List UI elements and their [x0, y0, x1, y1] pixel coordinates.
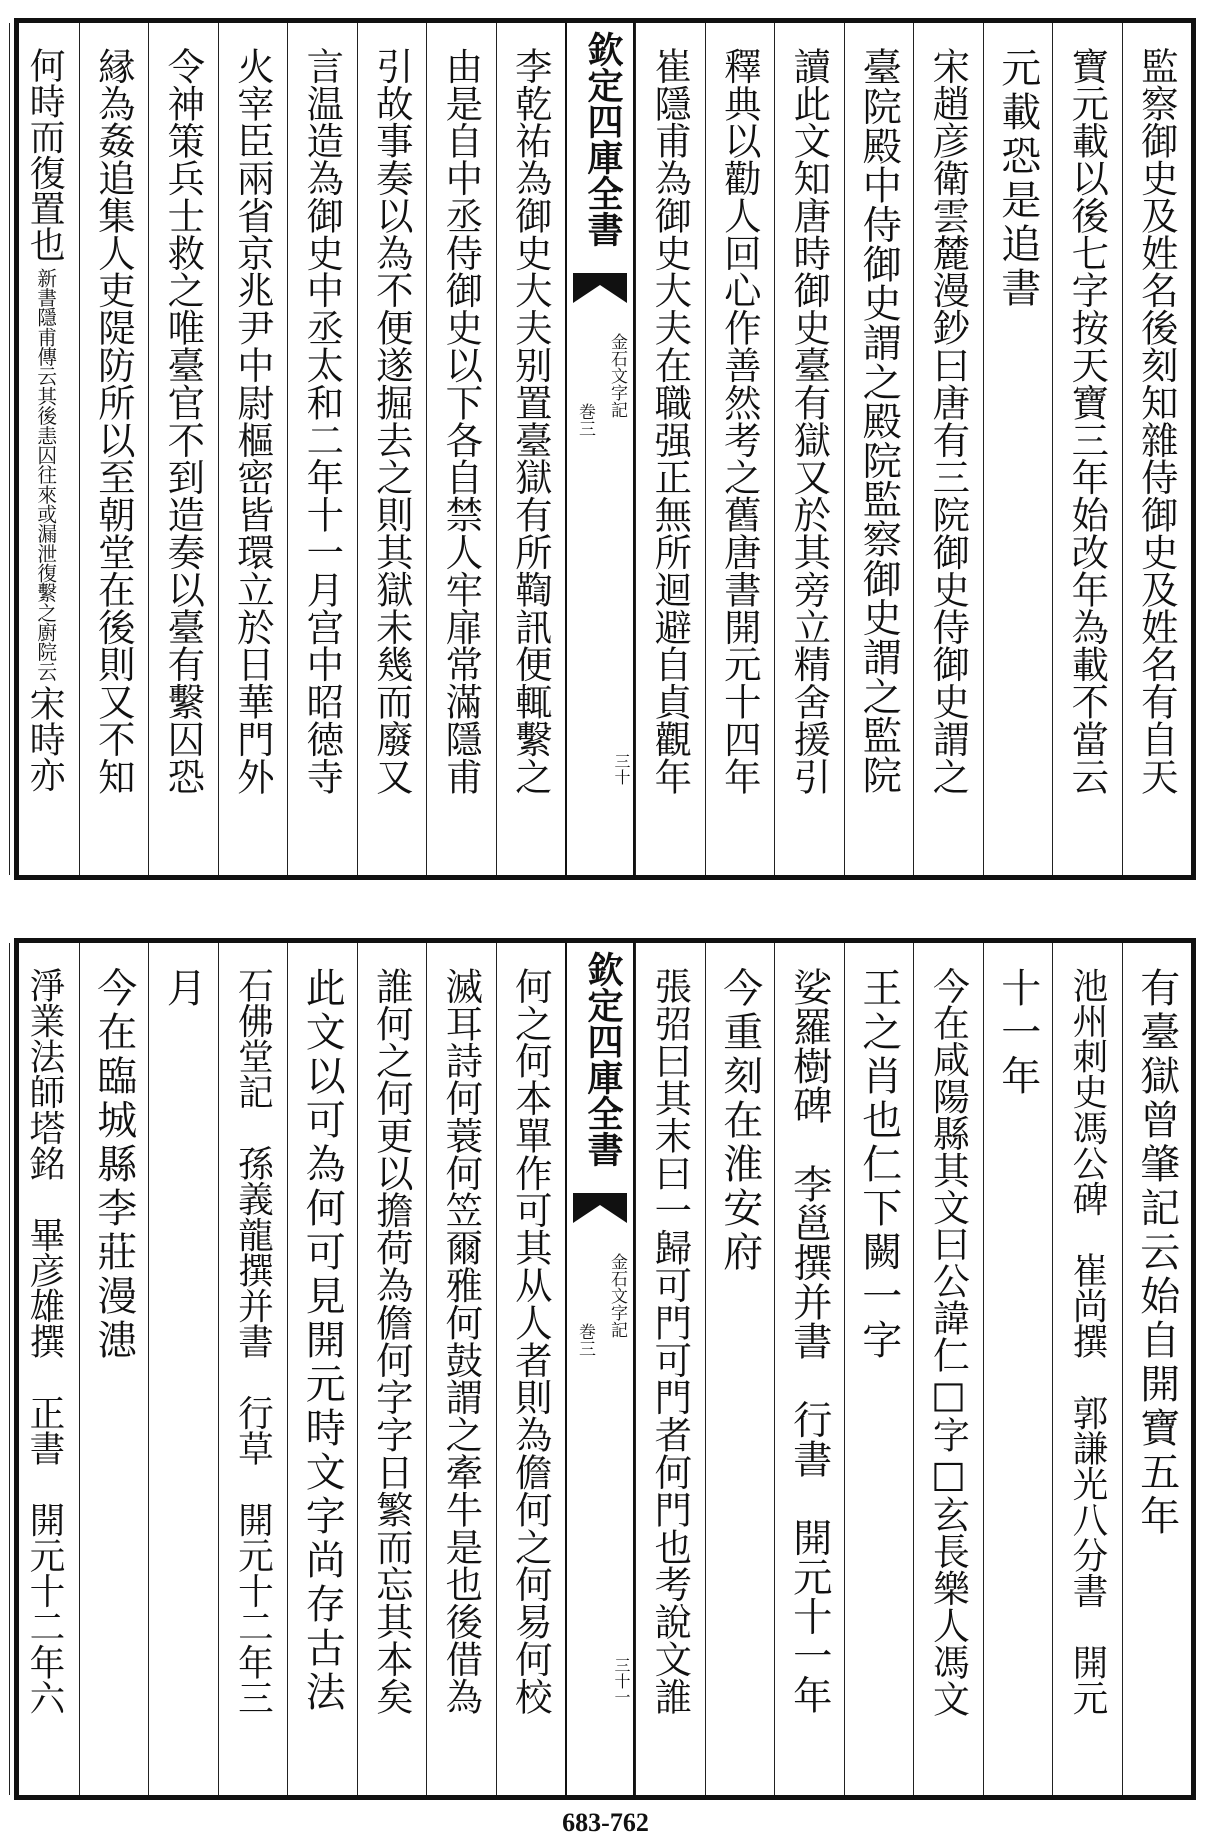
bottom-column-text: 今重刻在淮安府	[716, 967, 763, 1275]
top-column-text: 言温造為御史中丞太和二年十一月宫中昭徳寺	[300, 47, 345, 795]
bottom-text-column	[79, 943, 149, 1795]
top-text-column	[9, 23, 79, 875]
bottom-text-column	[1052, 943, 1122, 1795]
bottom-text-column	[635, 943, 705, 1795]
top-column-text: 監察御史及姓名後刻知雜侍御史及姓名有自天	[1134, 47, 1179, 795]
fold-volume: 巻三	[575, 403, 595, 437]
top-column-text: 何時而復置也	[24, 47, 66, 262]
top-column-text: 由是自中丞侍御史以下各自禁人牢扉常滿隱甫	[439, 47, 484, 795]
top-column-text: 寶元載以後七字按天寶三年始改年為載不當云	[1065, 47, 1110, 795]
bottom-column-text: 有臺獄曾肇記云始自開寶五年	[1133, 967, 1180, 1539]
center-fold-strip	[565, 23, 635, 875]
fold-title: 欽定四庫全書	[582, 31, 624, 247]
bottom-text-column	[1122, 943, 1192, 1795]
center-fold-strip	[565, 943, 635, 1795]
bottom-text-column	[9, 943, 79, 1795]
top-column-text: 崔隱甫為御史大夫在職强正無所迴避自貞觀年	[648, 47, 693, 795]
top-text-column	[844, 23, 914, 875]
top-text-column	[774, 23, 844, 875]
bottom-column-text: 石佛堂記 孫義龍撰并書 行草 開元十二年三	[232, 967, 274, 1716]
bottom-column-text: 娑羅樹碑 李邕撰并書 行書 開元十一年	[786, 967, 833, 1715]
bottom-column-text: 今在臨城縣李莊漫漶	[90, 967, 137, 1363]
fold-book-title: 金石文字記	[607, 333, 627, 418]
top-column-text: 釋典以勸人回心作善然考之舊唐書開元十四年	[717, 47, 762, 795]
bottom-text-column	[218, 943, 288, 1795]
bottom-column-text: 月	[160, 967, 207, 1011]
bottom-text-column	[774, 943, 844, 1795]
fold-title: 欽定四庫全書	[582, 951, 624, 1167]
fishtail-mark-icon	[573, 273, 627, 305]
bottom-column-text: 誰何之何更以擔荷為儋何字字日繁而忘其本矣	[369, 967, 414, 1715]
top-annotation-note: 新書隱甫傳云其後恚囚往來或漏泄復繫之廚院云	[33, 267, 57, 681]
bottom-text-column	[148, 943, 218, 1795]
bottom-column-text: 此文以可為何可見開元時文字尚存古法	[299, 967, 346, 1715]
bottom-column-text: 淨業法師塔銘 畢彦雄撰 正書 開元十二年六	[23, 967, 65, 1716]
bottom-column-text: 王之肖也仁下闕一字	[855, 967, 902, 1363]
bottom-text-column	[705, 943, 775, 1795]
bottom-column-text: 何之何本單作可其从人者則為儋何之何易何校	[508, 967, 553, 1715]
top-column-text: 李乾祐為御史大夫别置臺獄有所鞫訊便輒繫之	[508, 47, 553, 795]
top-column-text: 宋趙彦衛雲麓漫鈔曰唐有三院御史侍御史謂之	[926, 47, 971, 795]
bottom-text-column	[496, 943, 566, 1795]
top-text-column	[287, 23, 357, 875]
fishtail-mark-icon	[573, 1193, 627, 1225]
top-text-column	[635, 23, 705, 875]
top-column-text: 縁為姦追集人吏隄防所以至朝堂在後則又不知	[91, 47, 136, 795]
top-column-text: 讀此文知唐時御史臺有獄又於其旁立精舍援引	[787, 47, 832, 795]
fold-book-title: 金石文字記	[607, 1253, 627, 1338]
top-panel	[14, 18, 1196, 880]
top-column-text: 令神策兵士救之唯臺官不到造奏以臺有繫囚恐	[161, 47, 206, 795]
top-text-column	[148, 23, 218, 875]
top-text-column	[1052, 23, 1122, 875]
bottom-text-column	[844, 943, 914, 1795]
top-text-column	[496, 23, 566, 875]
bottom-column-text: 今在咸陽縣其文曰公諱仁□字□玄長樂人馮文	[926, 967, 970, 1718]
bottom-panel	[14, 938, 1196, 1800]
bottom-text-column	[983, 943, 1053, 1795]
bottom-text-column	[426, 943, 496, 1795]
page-number-footer: 683-762	[562, 1808, 649, 1837]
top-text-column	[218, 23, 288, 875]
top-column-text: 火宰臣兩省京兆尹中尉樞密皆環立於日華門外	[230, 47, 275, 795]
bottom-text-column	[913, 943, 983, 1795]
bottom-text-column	[357, 943, 427, 1795]
top-text-column	[913, 23, 983, 875]
top-text-column	[357, 23, 427, 875]
fold-volume: 巻三	[575, 1323, 595, 1357]
fold-page-number: 三十	[612, 753, 631, 785]
bottom-text-column	[287, 943, 357, 1795]
bottom-column-text: 十一年	[994, 967, 1041, 1099]
bottom-column-text: 池州刺史馮公碑 崔尚撰 郭謙光八分書 開元	[1066, 967, 1108, 1716]
top-text-column	[705, 23, 775, 875]
top-text-column	[983, 23, 1053, 875]
bottom-column-text: 滅耳詩何蓑何笠爾雅何鼓謂之牽牛是也後借為	[439, 967, 484, 1715]
top-column-tail-text: 宋時亦	[24, 684, 66, 793]
bottom-column-text: 張弨曰其末曰一歸可門可門者何門也考說文誰	[648, 967, 693, 1715]
top-column-text: 臺院殿中侍御史謂之殿院監察御史謂之監院	[856, 47, 903, 795]
top-text-column	[426, 23, 496, 875]
top-column-text: 引故事奏以為不便遂掘去之則其獄未幾而廢又	[369, 47, 414, 795]
top-text-column	[1122, 23, 1192, 875]
top-text-column	[79, 23, 149, 875]
fold-page-number: 三十一	[612, 1657, 631, 1705]
top-column-text: 元載恐是追書	[994, 47, 1041, 311]
